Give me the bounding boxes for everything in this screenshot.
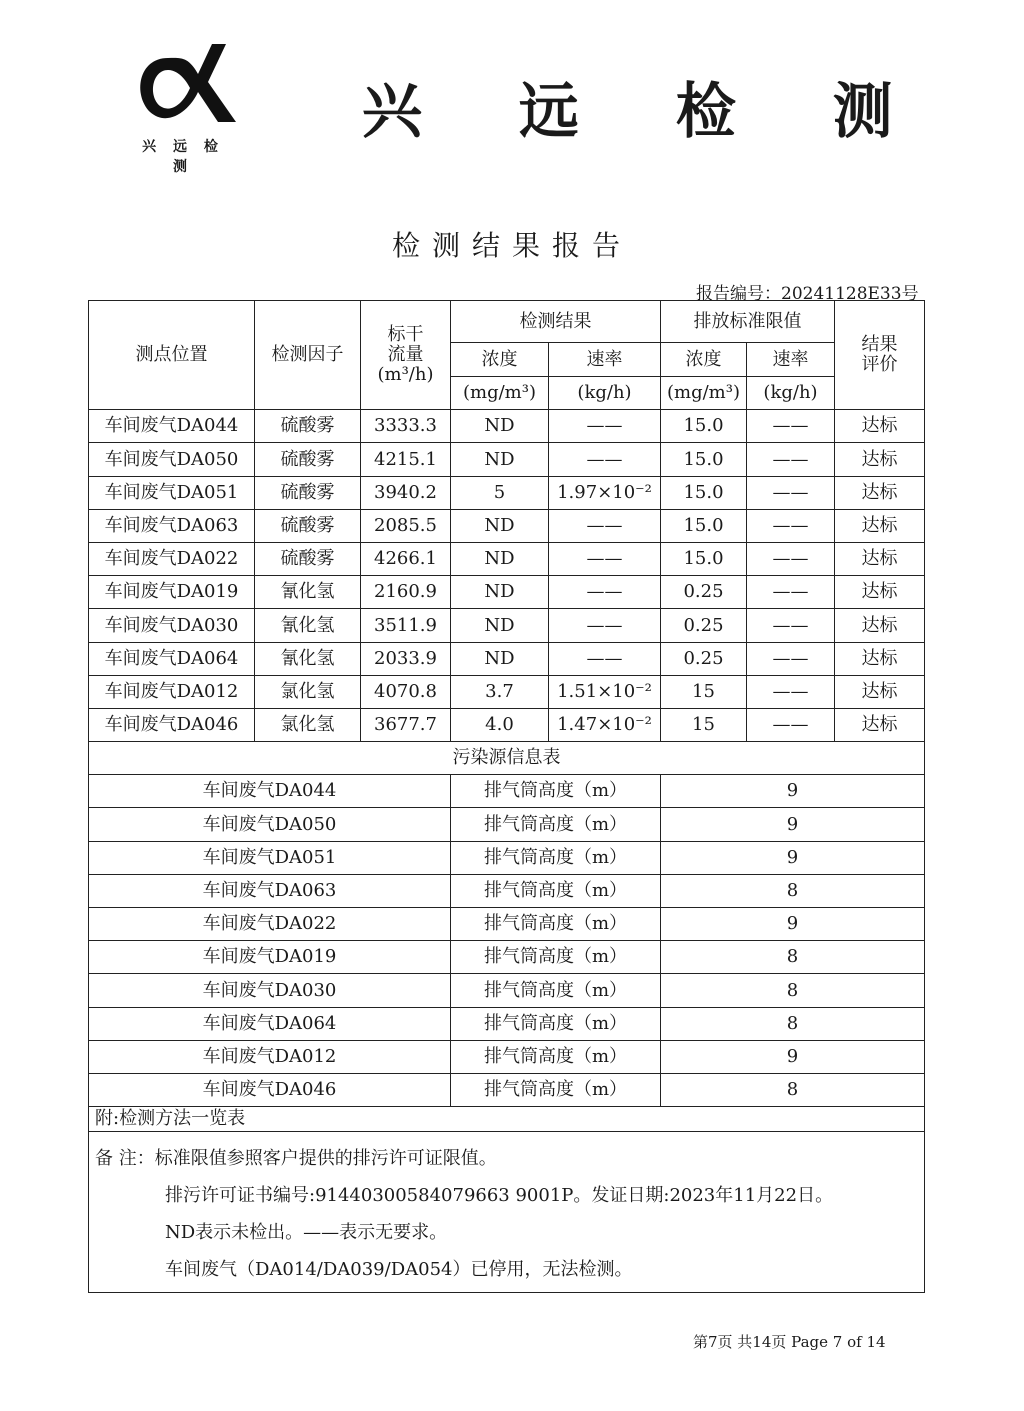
- cell-flow: 4215.1: [361, 443, 451, 476]
- source-row: [89, 1073, 925, 1106]
- cell-limit-conc: 0.25: [661, 642, 747, 675]
- table-row: [89, 642, 925, 675]
- source-cell-location: 车间废气DA022: [89, 908, 451, 941]
- source-row: [89, 808, 925, 841]
- cell-location: 车间废气DA022: [89, 542, 255, 575]
- source-cell-location: 车间废气DA063: [89, 874, 451, 907]
- source-cell-value: 8: [661, 941, 925, 974]
- cell-limit-rate: ——: [747, 509, 835, 542]
- source-row: [89, 841, 925, 874]
- table-row: [89, 542, 925, 575]
- source-cell-item: 排气筒高度（m）: [451, 974, 661, 1007]
- cell-limit-rate: ——: [747, 443, 835, 476]
- source-cell-value: 9: [661, 1040, 925, 1073]
- cell-factor: 氰化氢: [255, 642, 361, 675]
- source-cell-value: 8: [661, 1073, 925, 1106]
- source-cell-location: 车间废气DA051: [89, 841, 451, 874]
- cell-limit-rate: ——: [747, 609, 835, 642]
- cell-factor: 硫酸雾: [255, 509, 361, 542]
- cell-rate: 1.97×10⁻²: [549, 476, 661, 509]
- cell-eval: 达标: [835, 609, 925, 642]
- logo-mark-icon: [128, 40, 238, 130]
- cell-conc: ND: [451, 443, 549, 476]
- table-row: [89, 509, 925, 542]
- cell-conc: 5: [451, 476, 549, 509]
- cell-flow: 4070.8: [361, 675, 451, 708]
- source-cell-location: 车间废气DA019: [89, 941, 451, 974]
- cell-eval: 达标: [835, 675, 925, 708]
- logo-caption: 兴 远 检 测: [142, 139, 224, 175]
- source-cell-value: 8: [661, 874, 925, 907]
- cell-conc: ND: [451, 642, 549, 675]
- results-table: [88, 300, 925, 1293]
- cell-location: 车间废气DA012: [89, 675, 255, 708]
- source-row: [89, 874, 925, 907]
- cell-eval: 达标: [835, 708, 925, 741]
- header-conc: 浓度: [451, 343, 549, 377]
- note-line-3: ND表示未检出。——表示无要求。: [165, 1222, 448, 1244]
- source-cell-item: 排气筒高度（m）: [451, 874, 661, 907]
- header-flow-line2: 流量: [387, 344, 424, 366]
- source-cell-item: 排气筒高度（m）: [451, 1040, 661, 1073]
- cell-factor: 硫酸雾: [255, 410, 361, 443]
- cell-limit-rate: ——: [747, 642, 835, 675]
- notes-cell: [89, 1132, 925, 1293]
- cell-factor: 硫酸雾: [255, 476, 361, 509]
- source-table-title: 污染源信息表: [89, 742, 925, 775]
- header-eval-line1: 结果: [861, 334, 898, 356]
- source-row: [89, 974, 925, 1007]
- cell-flow: 3511.9: [361, 609, 451, 642]
- cell-location: 车间废气DA030: [89, 609, 255, 642]
- cell-conc: 3.7: [451, 675, 549, 708]
- report-title: 检测结果报告: [391, 229, 632, 262]
- source-cell-item: 排气筒高度（m）: [451, 841, 661, 874]
- cell-location: 车间废气DA046: [89, 708, 255, 741]
- source-cell-item: 排气筒高度（m）: [451, 808, 661, 841]
- company-name: 兴 远 检 测: [362, 77, 931, 147]
- source-cell-item: 排气筒高度（m）: [451, 941, 661, 974]
- cell-location: 车间废气DA051: [89, 476, 255, 509]
- header-rate: 速率: [549, 343, 661, 377]
- cell-limit-conc: 0.25: [661, 609, 747, 642]
- header-location: 测点位置: [89, 301, 255, 410]
- source-row: [89, 775, 925, 808]
- source-cell-value: 8: [661, 974, 925, 1007]
- cell-rate: ——: [549, 609, 661, 642]
- company-logo: [128, 40, 238, 175]
- cell-rate: ——: [549, 642, 661, 675]
- cell-location: 车间废气DA063: [89, 509, 255, 542]
- cell-eval: 达标: [835, 642, 925, 675]
- header-rate-unit: (kg/h): [549, 377, 661, 410]
- cell-limit-rate: ——: [747, 476, 835, 509]
- cell-flow: 3677.7: [361, 708, 451, 741]
- cell-factor: 硫酸雾: [255, 443, 361, 476]
- source-row: [89, 1007, 925, 1040]
- header-flow-line1: 标干: [387, 324, 424, 346]
- table-row: [89, 410, 925, 443]
- cell-eval: 达标: [835, 443, 925, 476]
- cell-limit-rate: ——: [747, 708, 835, 741]
- cell-conc: ND: [451, 410, 549, 443]
- cell-eval: 达标: [835, 410, 925, 443]
- source-cell-value: 9: [661, 908, 925, 941]
- source-cell-value: 9: [661, 808, 925, 841]
- cell-flow: 3333.3: [361, 410, 451, 443]
- table-row: [89, 675, 925, 708]
- cell-rate: ——: [549, 542, 661, 575]
- table-row: [89, 443, 925, 476]
- header-limit-conc-unit: (mg/m³): [661, 377, 747, 410]
- cell-conc: ND: [451, 609, 549, 642]
- cell-rate: 1.51×10⁻²: [549, 675, 661, 708]
- cell-flow: 2033.9: [361, 642, 451, 675]
- cell-limit-conc: 15: [661, 708, 747, 741]
- source-cell-location: 车间废气DA044: [89, 775, 451, 808]
- source-cell-item: 排气筒高度（m）: [451, 1073, 661, 1106]
- cell-limit-conc: 0.25: [661, 576, 747, 609]
- source-row: [89, 1040, 925, 1073]
- cell-rate: 1.47×10⁻²: [549, 708, 661, 741]
- header-eval-line2: 评价: [861, 354, 898, 376]
- header-conc-unit: (mg/m³): [451, 377, 549, 410]
- source-cell-item: 排气筒高度（m）: [451, 908, 661, 941]
- header-flow: [361, 301, 451, 410]
- source-cell-location: 车间废气DA050: [89, 808, 451, 841]
- cell-flow: 2085.5: [361, 509, 451, 542]
- cell-location: 车间废气DA044: [89, 410, 255, 443]
- header-limit-rate: 速率: [747, 343, 835, 377]
- cell-rate: ——: [549, 509, 661, 542]
- source-cell-location: 车间废气DA012: [89, 1040, 451, 1073]
- cell-limit-conc: 15.0: [661, 476, 747, 509]
- cell-conc: 4.0: [451, 708, 549, 741]
- cell-location: 车间废气DA050: [89, 443, 255, 476]
- header-limit-rate-unit: (kg/h): [747, 377, 835, 410]
- results-table-wrapper: [88, 300, 924, 1293]
- cell-factor: 氰化氢: [255, 609, 361, 642]
- cell-flow: 4266.1: [361, 542, 451, 575]
- cell-conc: ND: [451, 542, 549, 575]
- table-row: [89, 576, 925, 609]
- header-eval: [835, 301, 925, 410]
- source-cell-location: 车间废气DA046: [89, 1073, 451, 1106]
- table-row: [89, 609, 925, 642]
- cell-rate: ——: [549, 576, 661, 609]
- cell-location: 车间废气DA064: [89, 642, 255, 675]
- cell-rate: ——: [549, 410, 661, 443]
- cell-limit-rate: ——: [747, 675, 835, 708]
- cell-factor: 硫酸雾: [255, 542, 361, 575]
- header-results-group: 检测结果: [451, 301, 661, 343]
- cell-rate: ——: [549, 443, 661, 476]
- cell-eval: 达标: [835, 576, 925, 609]
- cell-flow: 2160.9: [361, 576, 451, 609]
- cell-factor: 氰化氢: [255, 576, 361, 609]
- cell-limit-rate: ——: [747, 410, 835, 443]
- appendix-note: 附:检测方法一览表: [89, 1107, 925, 1132]
- cell-limit-conc: 15.0: [661, 542, 747, 575]
- cell-limit-rate: ——: [747, 542, 835, 575]
- cell-flow: 3940.2: [361, 476, 451, 509]
- source-cell-value: 9: [661, 841, 925, 874]
- cell-factor: 氯化氢: [255, 675, 361, 708]
- source-cell-item: 排气筒高度（m）: [451, 775, 661, 808]
- cell-eval: 达标: [835, 542, 925, 575]
- header-flow-unit: (m³/h): [377, 363, 434, 385]
- source-cell-value: 9: [661, 775, 925, 808]
- source-cell-value: 8: [661, 1007, 925, 1040]
- header-limit-group: 排放标准限值: [661, 301, 835, 343]
- source-cell-item: 排气筒高度（m）: [451, 1007, 661, 1040]
- table-row: [89, 476, 925, 509]
- cell-limit-conc: 15.0: [661, 410, 747, 443]
- note-line-4: 车间废气（DA014/DA039/DA054）已停用，无法检测。: [165, 1259, 633, 1281]
- page-footer: 第7页 共14页 Page 7 of 14: [693, 1333, 886, 1351]
- source-row: [89, 941, 925, 974]
- source-row: [89, 908, 925, 941]
- header-factor: 检测因子: [255, 301, 361, 410]
- cell-limit-rate: ——: [747, 576, 835, 609]
- cell-limit-conc: 15.0: [661, 443, 747, 476]
- source-cell-location: 车间废气DA064: [89, 1007, 451, 1040]
- report-number: 报告编号：20241128E33号: [696, 284, 919, 304]
- cell-limit-conc: 15: [661, 675, 747, 708]
- cell-eval: 达标: [835, 509, 925, 542]
- note-line-1: 备 注：标准限值参照客户提供的排污许可证限值。: [95, 1148, 497, 1170]
- note-line-2: 排污许可证书编号:91440300584079663 9001P。发证日期:2023年11月22日。: [165, 1185, 834, 1207]
- cell-factor: 氯化氢: [255, 708, 361, 741]
- cell-conc: ND: [451, 576, 549, 609]
- cell-eval: 达标: [835, 476, 925, 509]
- header-limit-conc: 浓度: [661, 343, 747, 377]
- table-row: [89, 708, 925, 741]
- cell-conc: ND: [451, 509, 549, 542]
- cell-location: 车间废气DA019: [89, 576, 255, 609]
- cell-limit-conc: 15.0: [661, 509, 747, 542]
- source-cell-location: 车间废气DA030: [89, 974, 451, 1007]
